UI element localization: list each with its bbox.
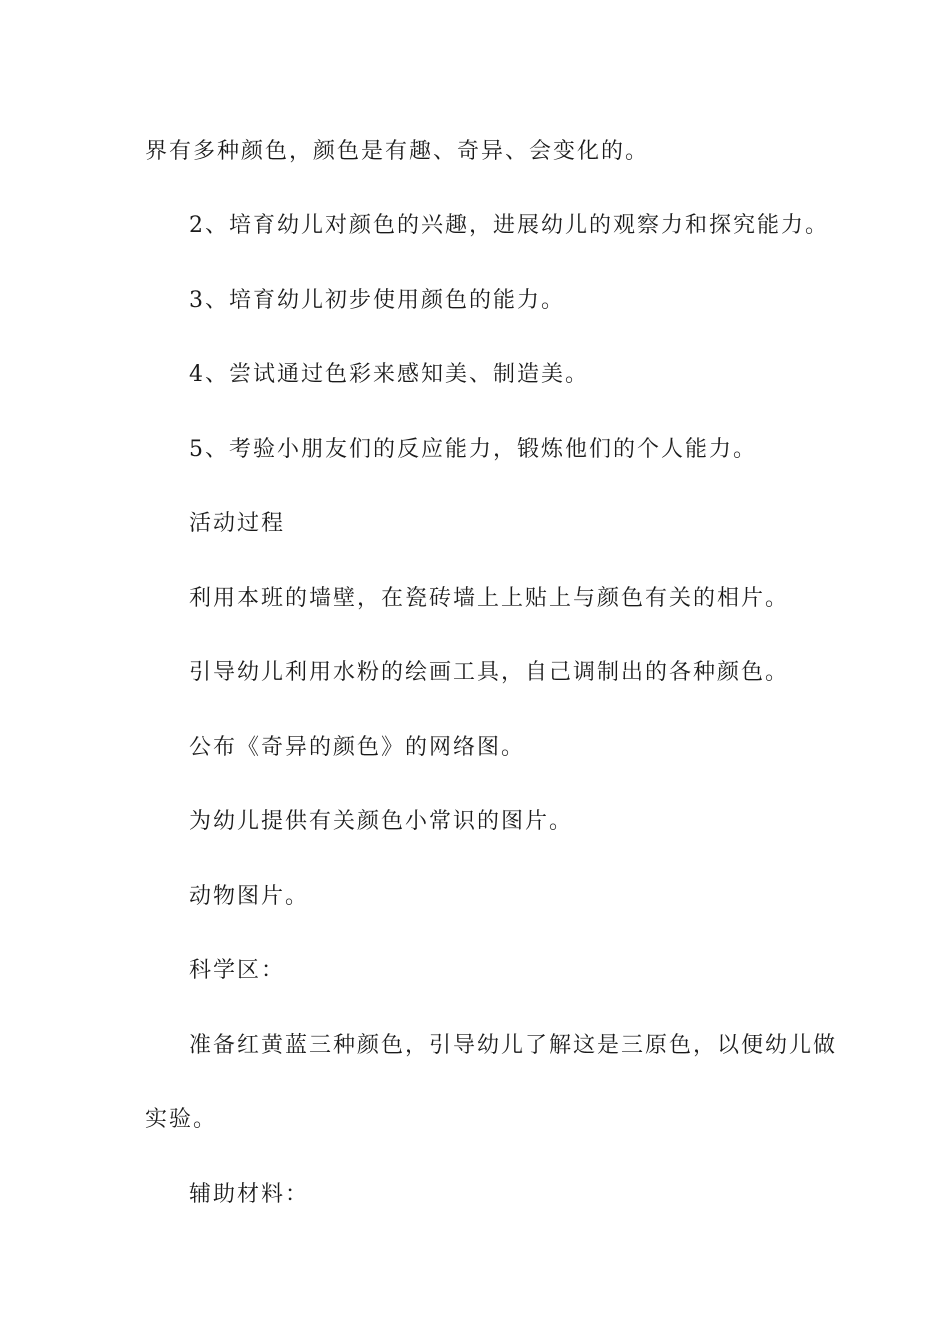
goal-item-2: 2、培育幼儿对颜色的兴趣，进展幼儿的观察力和探究能力。: [189, 213, 829, 238]
paragraph: 为幼儿提供有关颜色小常识的图片。: [189, 809, 574, 834]
goal-item-5: 5、考验小朋友们的反应能力，锻炼他们的个人能力。: [189, 437, 757, 462]
subsection-heading: 辅助材料：: [189, 1182, 310, 1207]
paragraph-continuation: 实验。: [145, 1107, 218, 1132]
goal-item-4: 4、尝试通过色彩来感知美、制造美。: [189, 362, 589, 387]
paragraph: 公布《奇异的颜色》的网络图。: [189, 735, 526, 760]
paragraph: 引导幼儿利用水粉的绘画工具，自己调制出的各种颜色。: [189, 660, 790, 685]
paragraph: 准备红黄蓝三种颜色，引导幼儿了解这是三原色，以便幼儿做: [189, 1033, 838, 1058]
goal-item-3: 3、培育幼儿初步使用颜色的能力。: [189, 288, 565, 313]
paragraph: 利用本班的墙壁，在瓷砖墙上上贴上与颜色有关的相片。: [189, 586, 790, 611]
subsection-heading: 科学区：: [189, 958, 286, 983]
section-heading: 活动过程: [189, 511, 286, 536]
paragraph: 动物图片。: [189, 884, 310, 909]
paragraph-continuation: 界有多种颜色，颜色是有趣、奇异、会变化的。: [145, 139, 650, 164]
